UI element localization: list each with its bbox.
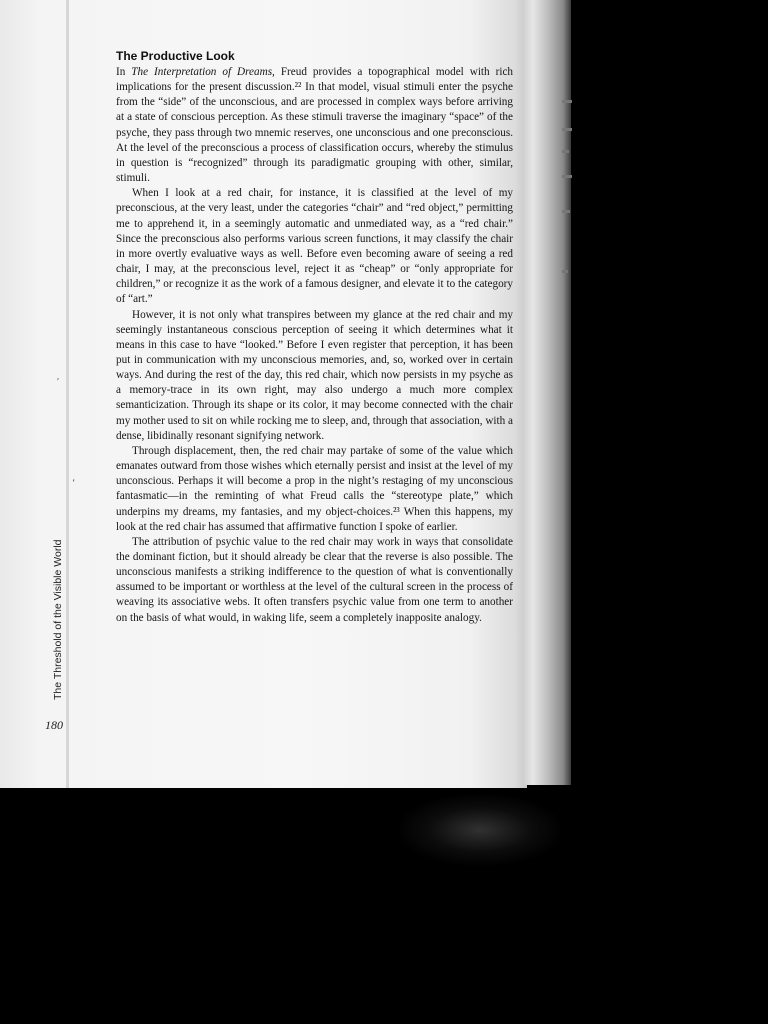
margin-mark: ‘: [72, 478, 76, 489]
section-heading: The Productive Look: [116, 49, 235, 63]
paragraph-1: [116, 65, 513, 186]
page-number: 180: [45, 718, 63, 732]
paragraph-5: The attribution of psychic value to the red chair may work in ways that consolidate the dominant fiction, but it should already be clear that the reverse is also possible. The unconscious manifests a striking indifference to the question of what is conventionally assumed to be important or worthless at the level of the cultural screen in the process of weaving its associative webs. It often transfers psychic value from one term to another on the basis of what would, in waking life, seem a completely inapposite analogy.: [116, 535, 513, 624]
paragraph-3: However, it is not only what transpires between my glance at the red chair and my seemingly instantaneous conscious perception of seeing it which determines what it means in this case to have “looked.” Before I even register that perception, it has been put in communication with my unconscious memories, and, so, worked over in certain ways. And during the rest of the day, this red chair, which now persists in my psyche as a memory-trace in its own right, may also undergo a much more complex semanticization. Through its shape or its color, it may become connected with the chair my mother used to sit on while rocking me to sleep, and, through that association, with a dense, libidinally resonant signifying network.: [116, 308, 513, 442]
gutter-line: [66, 0, 69, 788]
running-head: The Threshold of the Visible World: [52, 539, 64, 700]
background-shadow: [400, 795, 560, 865]
book-title: The Interpretation of Dreams,: [131, 66, 275, 78]
paragraph-4: Through displacement, then, the red chair may partake of some of the value which emanates outward from those wishes which eternally persist and insist at the level of my unconscious. Perhaps it will become a prop in the night’s restaging of my unconscious fantasmatic—in the reminting of what Freud calls the “stereotype plate,” which underpins my dreams, my fantasies, and my object-choices.²³ When this happens, my look at the red chair has assumed that affirmative function I spoke of earlier.: [116, 444, 513, 533]
body-text: [116, 48, 513, 626]
paragraph-1-rest: Freud provides a topographical model with rich implications for the present discussion.²² In that model, visual stimuli enter the psyche from the “side” of the unconscious, and are processed in complex ways before arriving at a state of conscious perception. As these stimuli traverse the imaginary “space” of the psyche, they pass through two mnemic reserves, one unconscious and one preconscious. At the level of the preconscious a process of classification occurs, whereby the stimulus in question is “recognized” through its paradigmatic grouping with other, similar, stimuli.: [116, 66, 513, 185]
paragraph-1-lead: In: [116, 66, 132, 78]
facing-page-sliver: [560, 80, 578, 380]
margin-mark: ′: [57, 377, 60, 388]
paragraph-2: When I look at a red chair, for instance, it is classified at the level of my preconscious, at the very least, under the categories “chair” and “red object,” permitting me to apprehend it, in a seemingly automatic and unmediated way, as a “red chair.” Since the preconscious also performs various screen functions, it may classify the chair in more overtly evaluative ways as well. Before even becoming aware of seeing a red chair, I may, at the preconscious level, reject it as “cheap” or “only appropriate for children,” or recognize it as the work of a famous designer, and elevate it to the category of “art.”: [116, 187, 513, 306]
